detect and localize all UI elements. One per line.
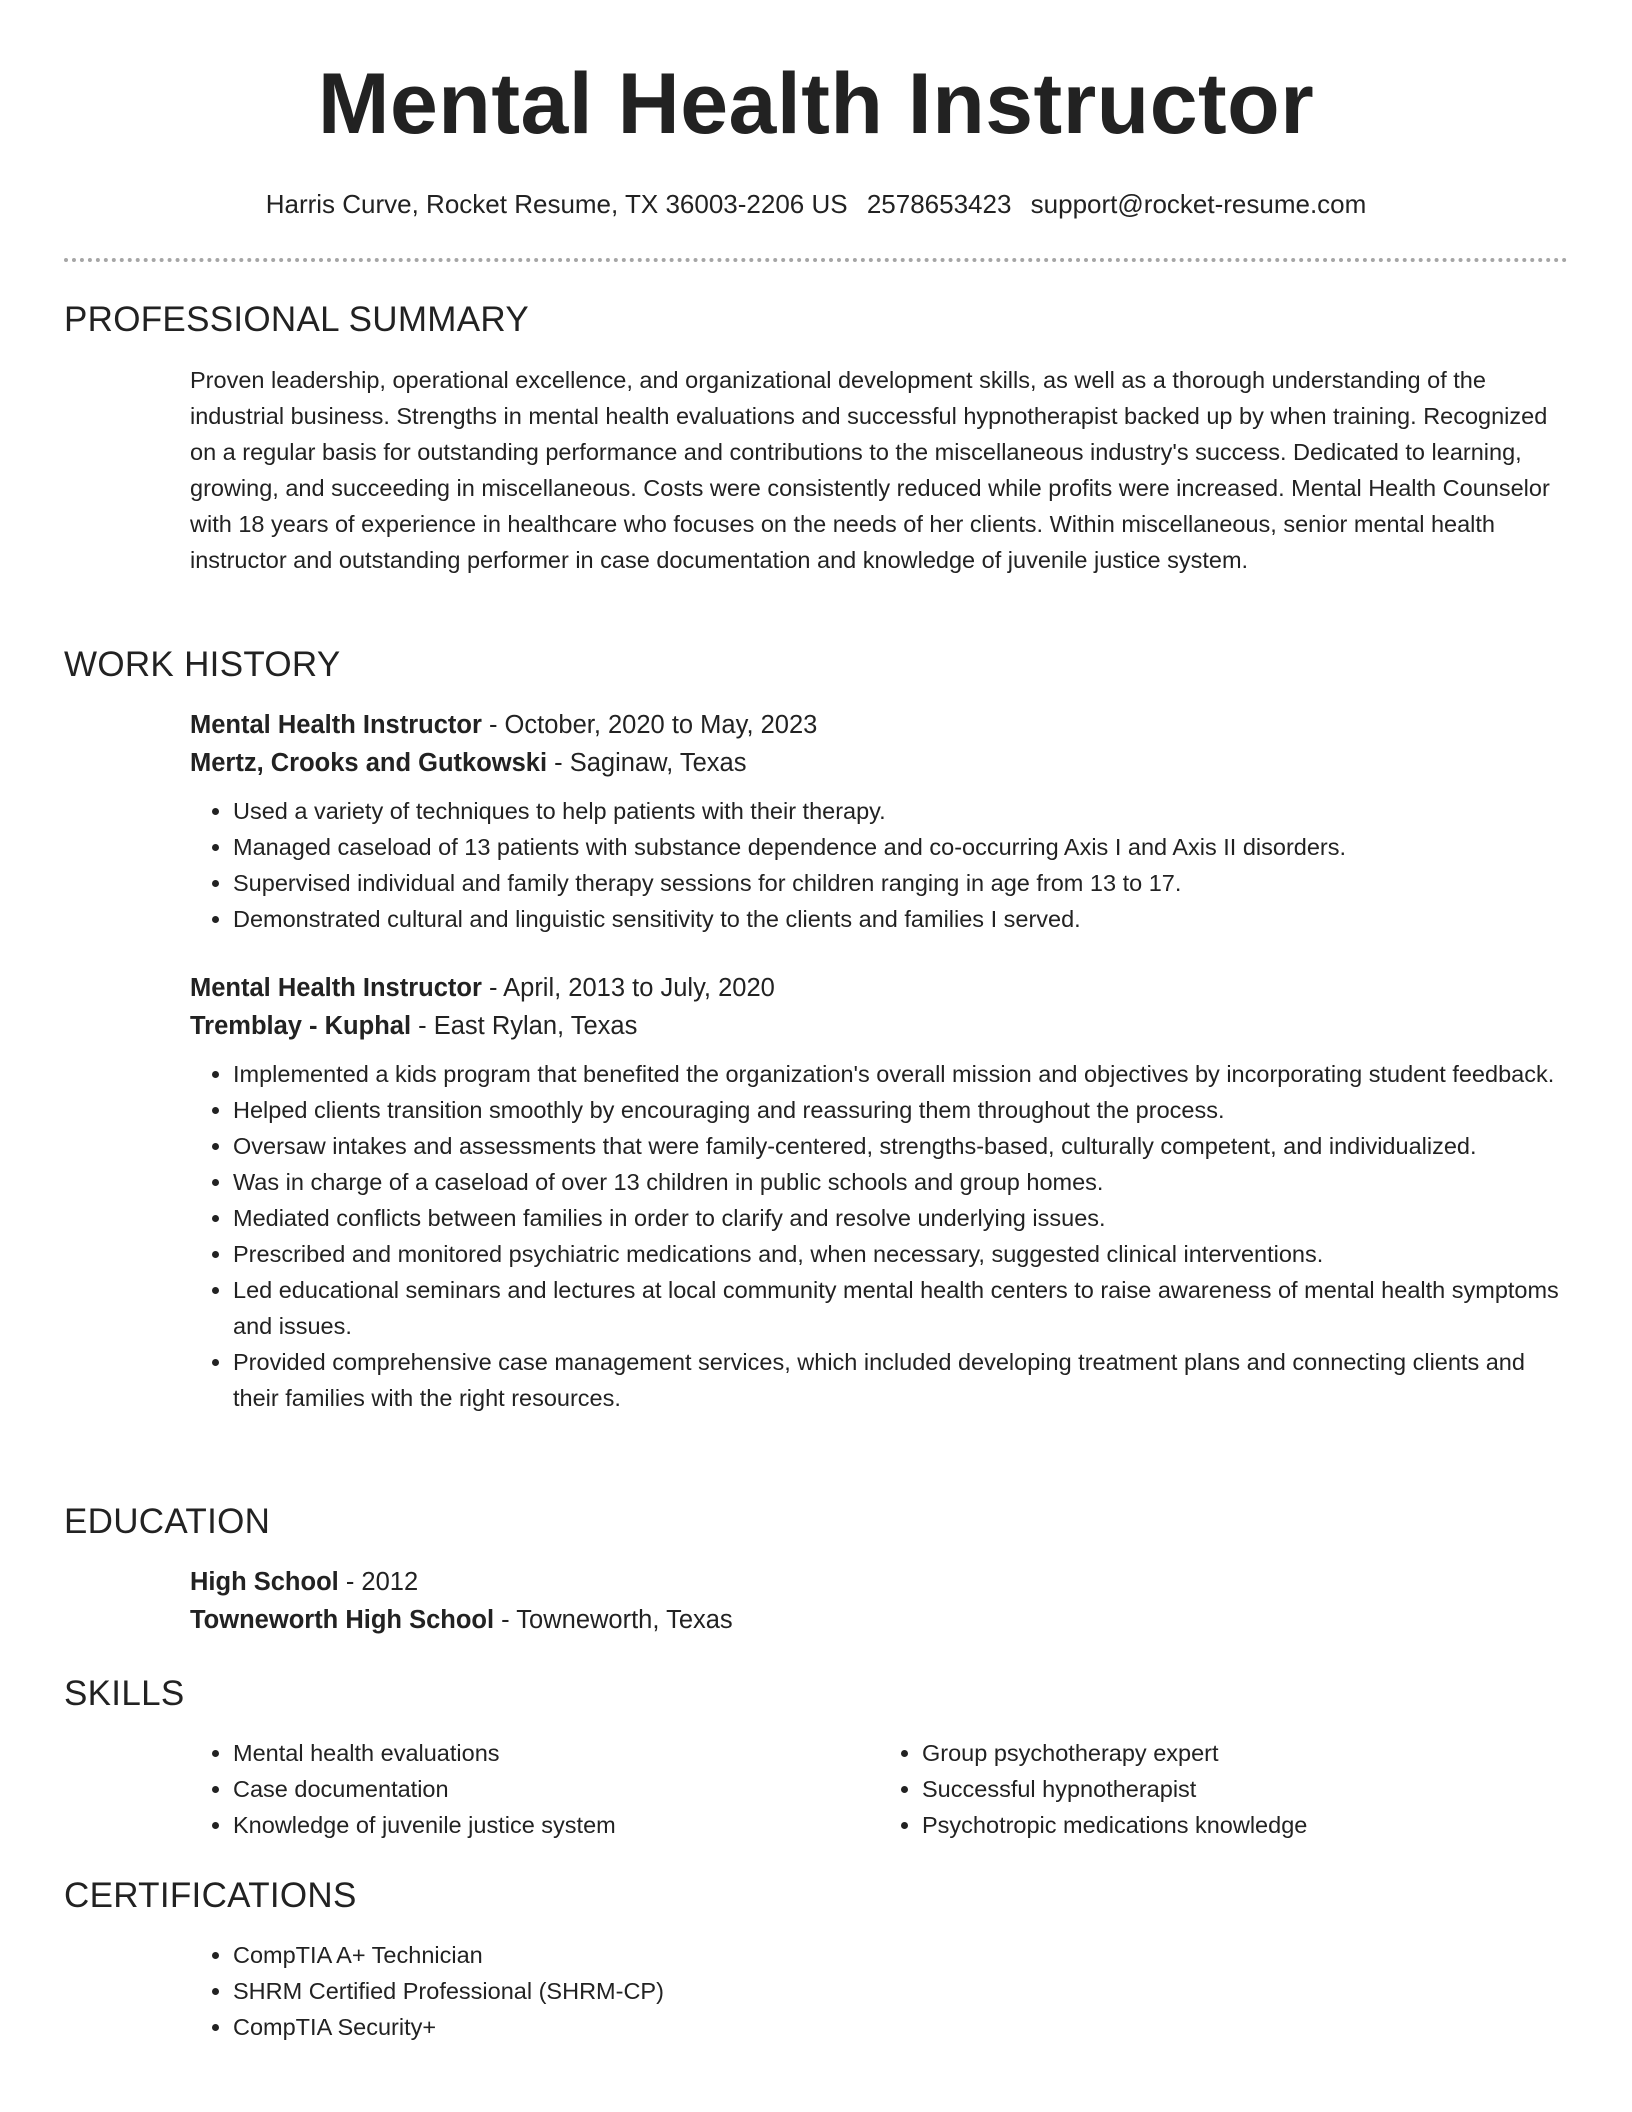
education-degree: High School: [190, 1568, 339, 1596]
skills-section: [64, 1674, 1568, 1843]
education-school: Towneworth High School: [190, 1606, 495, 1634]
list-item: • Successful hypnotherapist: [922, 1771, 1568, 1807]
header-divider: [64, 258, 1568, 262]
list-item: • Psychotropic medications knowledge: [922, 1807, 1568, 1843]
list-item: • Mediated conflicts between families in order to clarify and resolve underlying issues.: [233, 1200, 1568, 1236]
education-section: [64, 1502, 1568, 1639]
education-school-line: [190, 1601, 1568, 1639]
job-company: Tremblay - Kuphal: [190, 1012, 412, 1040]
job-title: Mental Health Instructor: [190, 974, 482, 1002]
list-item: • Used a variety of techniques to help patients with their therapy.: [233, 793, 1568, 829]
list-item: • Prescribed and monitored psychiatric medications and, when necessary, suggested clinical interventions.: [233, 1236, 1568, 1272]
job-title: Mental Health Instructor: [190, 711, 482, 739]
list-item: • Helped clients transition smoothly by encouraging and reassuring them throughout the process.: [233, 1092, 1568, 1128]
contact-line: [64, 189, 1568, 220]
certifications-list: [190, 1937, 1568, 2045]
list-item: • Case documentation: [233, 1771, 879, 1807]
job-title-line: [190, 969, 1568, 1007]
skills-list-right: [879, 1735, 1568, 1843]
list-item: • Provided comprehensive case management services, which included developing treatment plans and connecting clients and their families with the right resources.: [233, 1344, 1568, 1416]
section-heading: CERTIFICATIONS: [64, 1876, 357, 1915]
education-degree-line: [190, 1563, 1568, 1601]
section-heading: WORK HISTORY: [64, 645, 341, 684]
job-company: Mertz, Crooks and Gutkowski: [190, 749, 548, 777]
education-year: - 2012: [338, 1568, 419, 1596]
section-heading: EDUCATION: [64, 1502, 271, 1541]
list-item: • Led educational seminars and lectures at local community mental health centers to raise awareness of mental health symptoms and issues.: [233, 1272, 1568, 1344]
contact-phone: 2578653423: [866, 189, 1012, 219]
job-dates: - April, 2013 to July, 2020: [481, 974, 775, 1002]
list-item: • Managed caseload of 13 patients with substance dependence and co-occurring Axis I and Axis II disorders.: [233, 829, 1568, 865]
list-item: • Knowledge of juvenile justice system: [233, 1807, 879, 1843]
list-item: • CompTIA Security+: [233, 2009, 1568, 2045]
job-entry: [190, 969, 1568, 1416]
list-item: • Supervised individual and family therapy sessions for children ranging in age from 13 to 17.: [233, 865, 1568, 901]
job-bullets: [190, 1056, 1568, 1416]
list-item: • Oversaw intakes and assessments that were family-centered, strengths-based, culturally competent, and individualized.: [233, 1128, 1568, 1164]
list-item: • Mental health evaluations: [233, 1735, 879, 1771]
list-item: • Demonstrated cultural and linguistic sensitivity to the clients and families I served.: [233, 901, 1568, 937]
skills-list-left: [190, 1735, 879, 1843]
job-company-line: [190, 744, 1568, 782]
work-history-section: [64, 645, 1568, 1416]
list-item: • Group psychotherapy expert: [922, 1735, 1568, 1771]
education-location: - Towneworth, Texas: [494, 1606, 733, 1634]
certifications-section: [64, 1876, 1568, 2045]
section-heading: SKILLS: [64, 1674, 185, 1713]
section-heading: PROFESSIONAL SUMMARY: [64, 300, 529, 339]
contact-email: support@rocket-resume.com: [1030, 189, 1367, 219]
job-title-line: [190, 706, 1568, 744]
list-item: • SHRM Certified Professional (SHRM-CP): [233, 1973, 1568, 2009]
job-bullets: [190, 793, 1568, 937]
job-location: - Saginaw, Texas: [547, 749, 747, 777]
professional-summary-section: [64, 300, 1568, 578]
job-dates: - October, 2020 to May, 2023: [481, 711, 818, 739]
resume-name: Mental Health Instructor: [317, 56, 1315, 152]
list-item: • Was in charge of a caseload of over 13 children in public schools and group homes.: [233, 1164, 1568, 1200]
list-item: • CompTIA A+ Technician: [233, 1937, 1568, 1973]
job-company-line: [190, 1007, 1568, 1045]
contact-address: Harris Curve, Rocket Resume, TX 36003-2206 US: [265, 189, 848, 219]
list-item: • Implemented a kids program that benefited the organization's overall mission and objectives by incorporating student feedback.: [233, 1056, 1568, 1092]
skills-grid: [190, 1735, 1568, 1843]
summary-text: Proven leadership, operational excellence, and organizational development skills, as well as a thorough understanding of the industrial business. Strengths in mental health evaluations and successful hypnotherapist backed up by when training. Recognized on a regular basis for outstanding performance and contributions to the miscellaneous industry's success. Dedicated to learning, growing, and succeeding in miscellaneous. Costs were consistently reduced while profits were increased. Mental Health Counselor with 18 years of experience in healthcare who focuses on the needs of her clients. Within miscellaneous, senior mental health instructor and outstanding performer in case documentation and knowledge of juvenile justice system.: [190, 367, 1550, 573]
job-entry: [190, 706, 1568, 937]
job-location: - East Rylan, Texas: [411, 1012, 638, 1040]
